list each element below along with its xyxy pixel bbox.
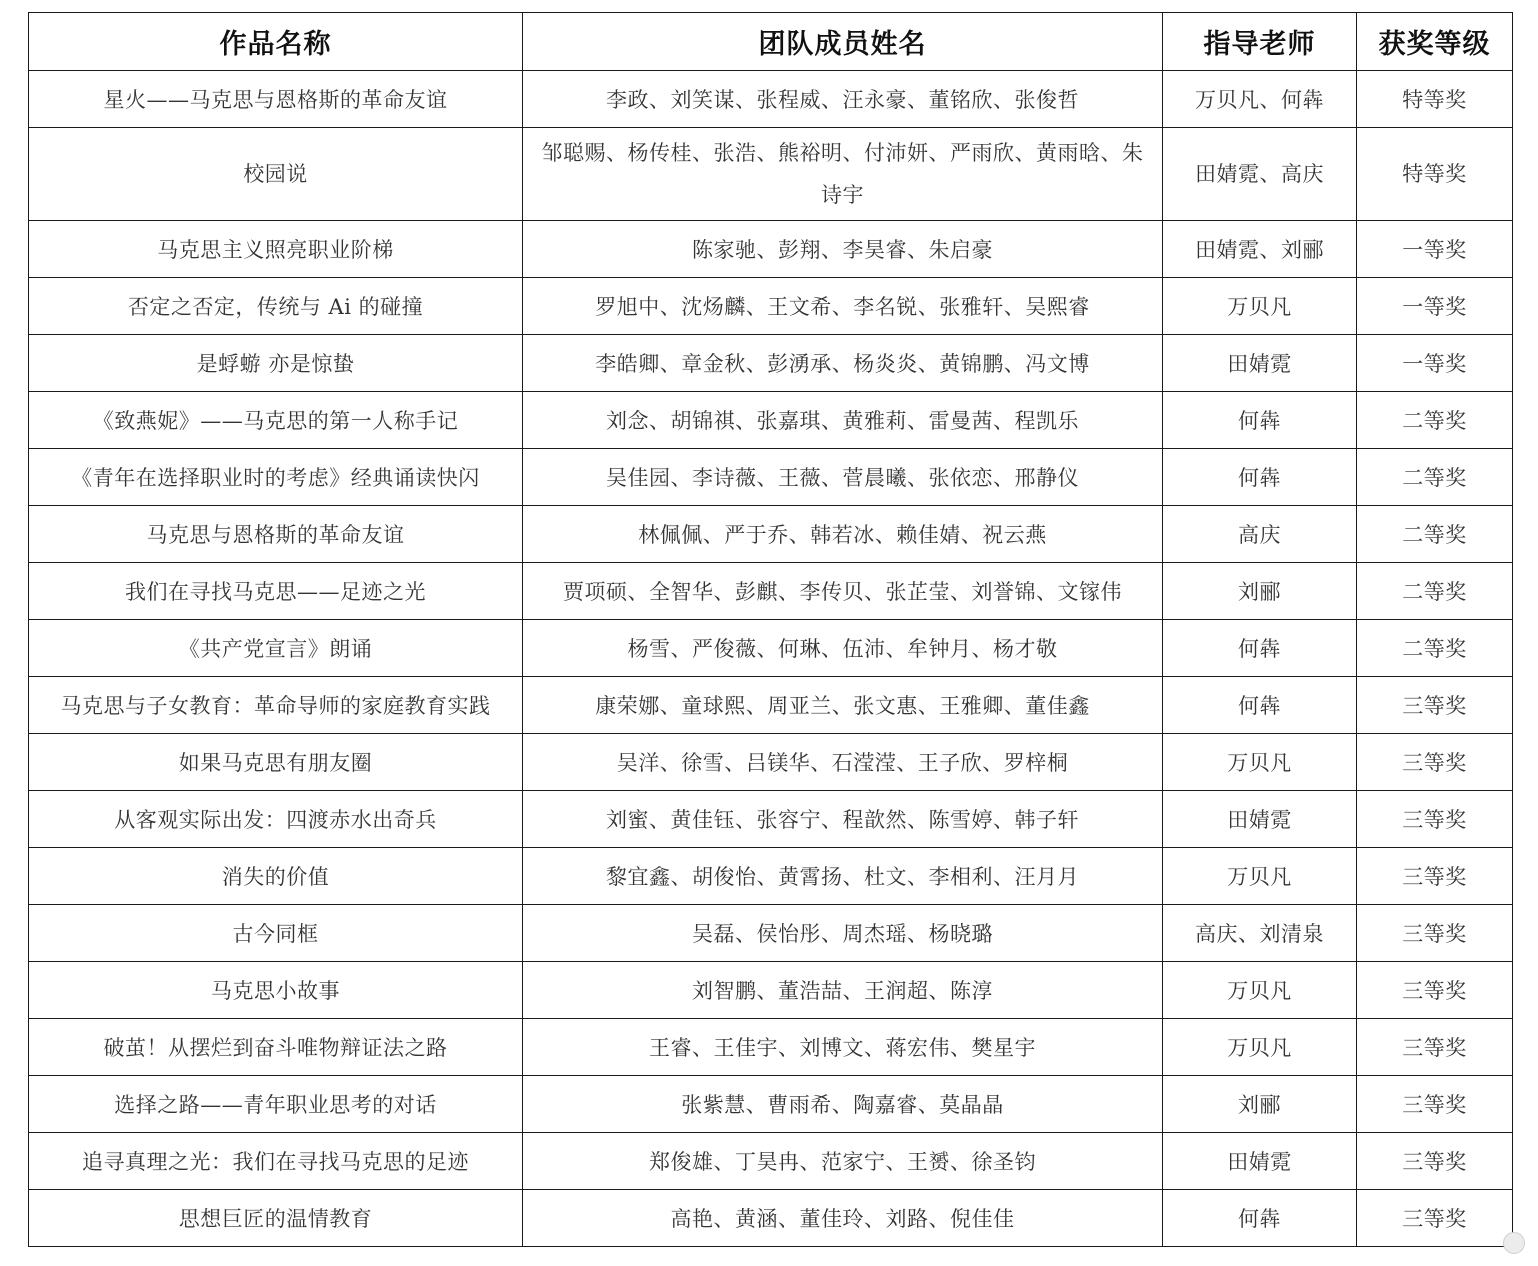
- cell-team-members: 刘智鹏、董浩喆、王润超、陈淳: [523, 962, 1163, 1019]
- cell-advisor: 田婧霓、高庆: [1163, 128, 1357, 221]
- cell-advisor: 田婧霓: [1163, 1133, 1357, 1190]
- table-row: [29, 677, 1513, 734]
- cell-award-level: 三等奖: [1357, 1190, 1513, 1247]
- cell-advisor: 万贝凡: [1163, 734, 1357, 791]
- table-row: [29, 392, 1513, 449]
- cell-work-title: 从客观实际出发：四渡赤水出奇兵: [29, 791, 523, 848]
- cell-advisor: 田婧霓: [1163, 335, 1357, 392]
- cell-team-members: 林佩佩、严于乔、韩若冰、赖佳婧、祝云燕: [523, 506, 1163, 563]
- cell-award-level: 二等奖: [1357, 506, 1513, 563]
- cell-team-members: 王睿、王佳宇、刘博文、蒋宏伟、樊星宇: [523, 1019, 1163, 1076]
- cell-team-members: 李政、刘笑谋、张程威、汪永豪、董铭欣、张俊哲: [523, 71, 1163, 128]
- cell-advisor: 何犇: [1163, 392, 1357, 449]
- cell-work-title: 选择之路——青年职业思考的对话: [29, 1076, 523, 1133]
- cell-advisor: 刘郦: [1163, 1076, 1357, 1133]
- header-work-title: 作品名称: [29, 13, 523, 71]
- table-row: [29, 905, 1513, 962]
- cell-team-members: 黎宜鑫、胡俊怡、黄霄扬、杜文、李相利、汪月月: [523, 848, 1163, 905]
- cell-work-title: 我们在寻找马克思——足迹之光: [29, 563, 523, 620]
- corner-handle-icon: [1503, 1232, 1525, 1254]
- cell-work-title: 消失的价值: [29, 848, 523, 905]
- cell-advisor: 高庆、刘清泉: [1163, 905, 1357, 962]
- header-award-level: 获奖等级: [1357, 13, 1513, 71]
- table-row: [29, 1076, 1513, 1133]
- header-row: [29, 13, 1513, 71]
- cell-advisor: 高庆: [1163, 506, 1357, 563]
- cell-advisor: 田婧霓、刘郦: [1163, 221, 1357, 278]
- cell-work-title: 校园说: [29, 128, 523, 221]
- cell-award-level: 三等奖: [1357, 905, 1513, 962]
- cell-team-members: 高艳、黄涵、董佳玲、刘路、倪佳佳: [523, 1190, 1163, 1247]
- table-row: [29, 506, 1513, 563]
- cell-work-title: 追寻真理之光：我们在寻找马克思的足迹: [29, 1133, 523, 1190]
- cell-team-members: 罗旭中、沈炀麟、王文希、李名锐、张雅轩、吴熙睿: [523, 278, 1163, 335]
- table-row: [29, 962, 1513, 1019]
- cell-award-level: 三等奖: [1357, 962, 1513, 1019]
- table-row: [29, 1190, 1513, 1247]
- cell-work-title: 如果马克思有朋友圈: [29, 734, 523, 791]
- table-body: [29, 71, 1513, 1247]
- cell-team-members: 张紫慧、曹雨希、陶嘉睿、莫晶晶: [523, 1076, 1163, 1133]
- table-row: [29, 335, 1513, 392]
- cell-award-level: 二等奖: [1357, 563, 1513, 620]
- cell-team-members: 刘念、胡锦祺、张嘉琪、黄雅莉、雷曼茜、程凯乐: [523, 392, 1163, 449]
- cell-award-level: 一等奖: [1357, 335, 1513, 392]
- cell-advisor: 万贝凡: [1163, 278, 1357, 335]
- table-row: [29, 1133, 1513, 1190]
- table-row: [29, 620, 1513, 677]
- cell-award-level: 二等奖: [1357, 392, 1513, 449]
- awards-table: [28, 12, 1513, 1247]
- table-row: [29, 278, 1513, 335]
- cell-work-title: 否定之否定，传统与 Ai 的碰撞: [29, 278, 523, 335]
- cell-team-members: 陈家驰、彭翔、李昊睿、朱启豪: [523, 221, 1163, 278]
- cell-award-level: 三等奖: [1357, 848, 1513, 905]
- cell-advisor: 何犇: [1163, 677, 1357, 734]
- cell-work-title: 思想巨匠的温情教育: [29, 1190, 523, 1247]
- cell-award-level: 三等奖: [1357, 734, 1513, 791]
- cell-award-level: 一等奖: [1357, 221, 1513, 278]
- cell-work-title: 马克思主义照亮职业阶梯: [29, 221, 523, 278]
- cell-advisor: 刘郦: [1163, 563, 1357, 620]
- table-row: [29, 128, 1513, 221]
- table-row: [29, 848, 1513, 905]
- table-row: [29, 221, 1513, 278]
- cell-advisor: 万贝凡、何犇: [1163, 71, 1357, 128]
- table-row: [29, 563, 1513, 620]
- cell-advisor: 何犇: [1163, 1190, 1357, 1247]
- cell-award-level: 三等奖: [1357, 677, 1513, 734]
- cell-work-title: 是蜉蝣 亦是惊蛰: [29, 335, 523, 392]
- cell-award-level: 三等奖: [1357, 1019, 1513, 1076]
- cell-team-members: 吴磊、侯怡彤、周杰瑶、杨晓璐: [523, 905, 1163, 962]
- cell-work-title: 马克思与恩格斯的革命友谊: [29, 506, 523, 563]
- table-row: [29, 449, 1513, 506]
- cell-work-title: 《共产党宣言》朗诵: [29, 620, 523, 677]
- cell-award-level: 三等奖: [1357, 791, 1513, 848]
- table-row: [29, 734, 1513, 791]
- cell-work-title: 破茧！从摆烂到奋斗唯物辩证法之路: [29, 1019, 523, 1076]
- cell-award-level: 特等奖: [1357, 71, 1513, 128]
- cell-team-members: 杨雪、严俊薇、何琳、伍沛、牟钟月、杨才敬: [523, 620, 1163, 677]
- cell-advisor: 田婧霓: [1163, 791, 1357, 848]
- cell-advisor: 万贝凡: [1163, 1019, 1357, 1076]
- cell-work-title: 《致燕妮》——马克思的第一人称手记: [29, 392, 523, 449]
- cell-team-members: 刘蜜、黄佳钰、张容宁、程歆然、陈雪婷、韩子轩: [523, 791, 1163, 848]
- table-row: [29, 1019, 1513, 1076]
- cell-team-members: 贾项硕、全智华、彭麒、李传贝、张芷莹、刘誉锦、文镓伟: [523, 563, 1163, 620]
- cell-team-members: 吴佳园、李诗薇、王薇、菅晨曦、张依恋、邢静仪: [523, 449, 1163, 506]
- header-team-members: 团队成员姓名: [523, 13, 1163, 71]
- header-advisor: 指导老师: [1163, 13, 1357, 71]
- cell-work-title: 《青年在选择职业时的考虑》经典诵读快闪: [29, 449, 523, 506]
- cell-award-level: 特等奖: [1357, 128, 1513, 221]
- cell-award-level: 一等奖: [1357, 278, 1513, 335]
- cell-work-title: 马克思与子女教育：革命导师的家庭教育实践: [29, 677, 523, 734]
- table-row: [29, 71, 1513, 128]
- cell-award-level: 三等奖: [1357, 1133, 1513, 1190]
- cell-advisor: 万贝凡: [1163, 962, 1357, 1019]
- cell-work-title: 星火——马克思与恩格斯的革命友谊: [29, 71, 523, 128]
- table-row: [29, 791, 1513, 848]
- cell-team-members: 邹聪赐、杨传桂、张浩、熊裕明、付沛妍、严雨欣、黄雨晗、朱诗宇: [523, 128, 1163, 221]
- cell-award-level: 二等奖: [1357, 449, 1513, 506]
- cell-advisor: 何犇: [1163, 449, 1357, 506]
- cell-work-title: 马克思小故事: [29, 962, 523, 1019]
- cell-team-members: 李皓卿、章金秋、彭湧承、杨炎炎、黄锦鹏、冯文博: [523, 335, 1163, 392]
- cell-team-members: 郑俊雄、丁昊冉、范家宁、王赟、徐圣钧: [523, 1133, 1163, 1190]
- cell-advisor: 何犇: [1163, 620, 1357, 677]
- cell-team-members: 康荣娜、童球熙、周亚兰、张文惠、王雅卿、董佳鑫: [523, 677, 1163, 734]
- cell-work-title: 古今同框: [29, 905, 523, 962]
- cell-advisor: 万贝凡: [1163, 848, 1357, 905]
- cell-award-level: 二等奖: [1357, 620, 1513, 677]
- cell-team-members: 吴洋、徐雪、吕镁华、石滢滢、王子欣、罗梓桐: [523, 734, 1163, 791]
- cell-award-level: 三等奖: [1357, 1076, 1513, 1133]
